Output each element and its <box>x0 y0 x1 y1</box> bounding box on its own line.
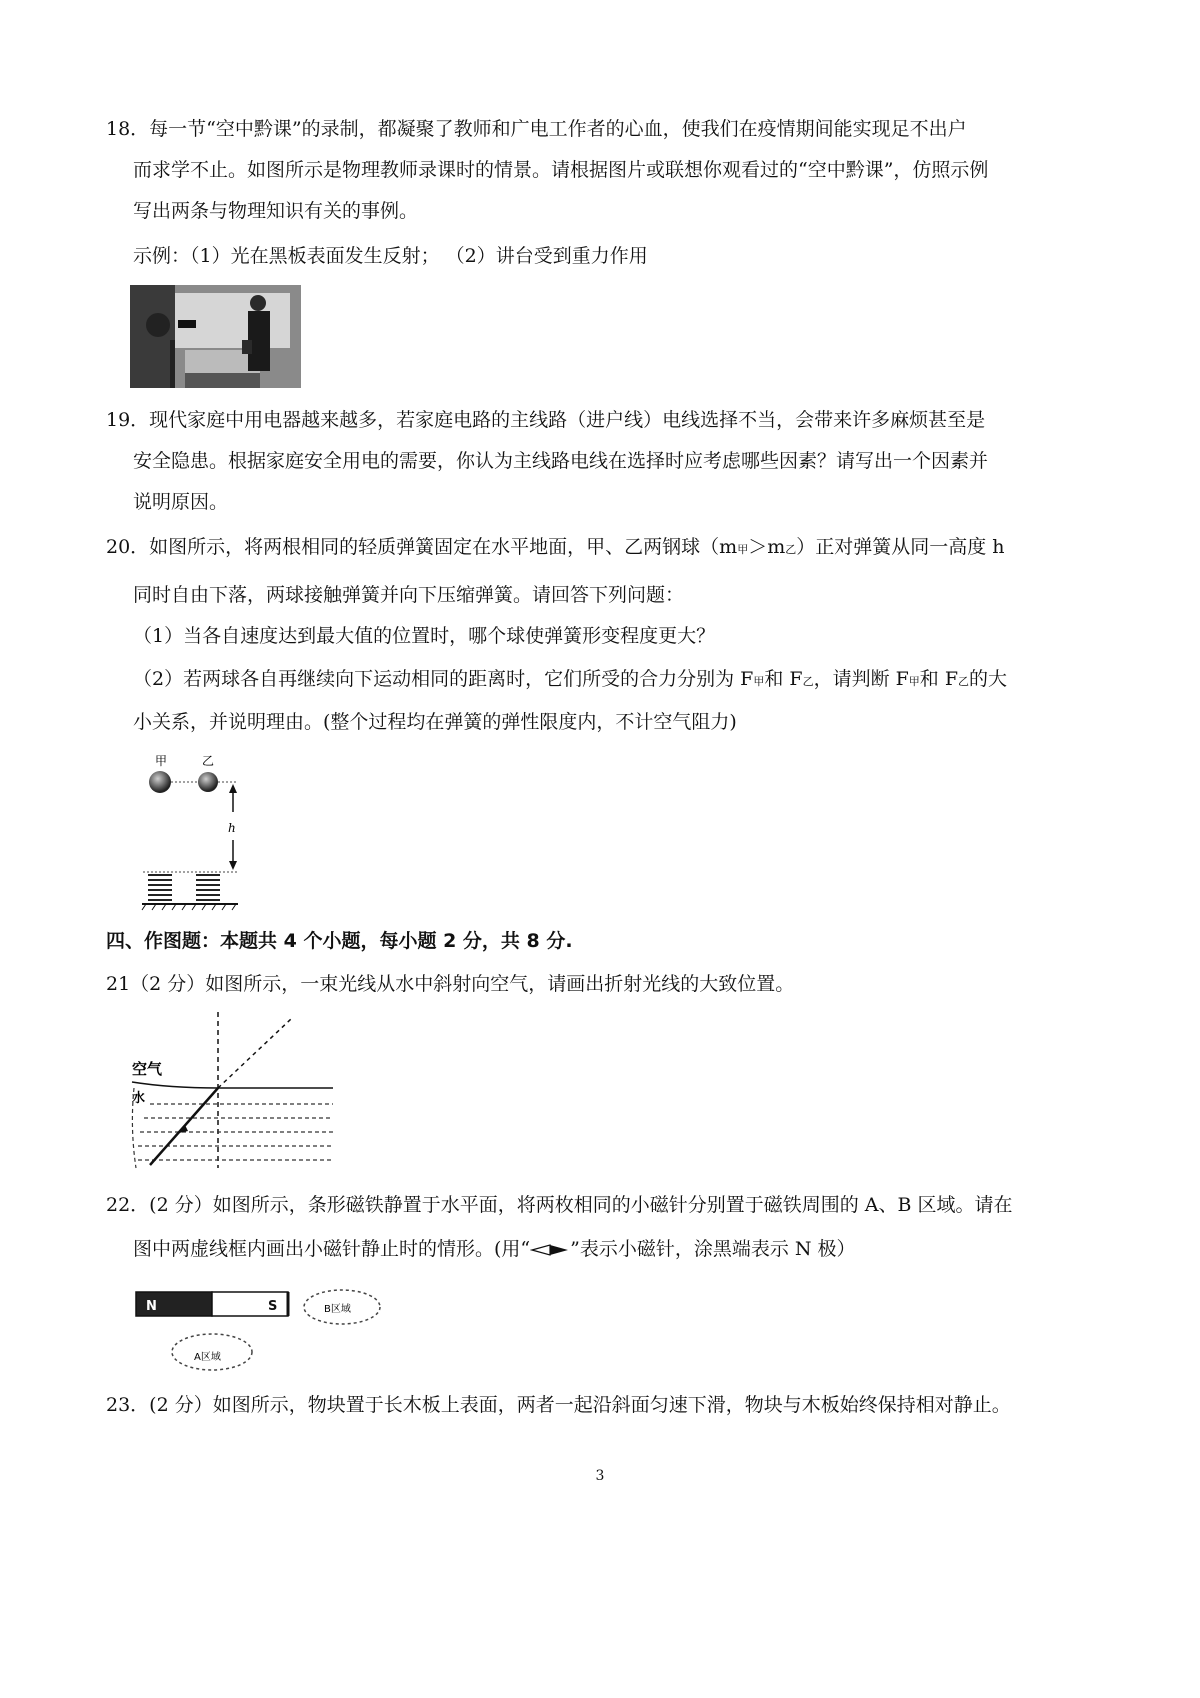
ball-yi <box>198 772 218 792</box>
q20-line-1b: ）正对弹簧从同一高度 h <box>796 536 1005 558</box>
label-jia: 甲 <box>155 754 168 768</box>
q22-line-2 <box>133 1240 856 1259</box>
q20-part-1: （1）当各自速度达到最大值的位置时，哪个球使弹簧形变程度更大？ <box>133 625 716 647</box>
q20-line-1 <box>106 538 1005 557</box>
label-yi: 乙 <box>202 754 215 768</box>
subscript-jia: 甲 <box>908 675 920 688</box>
q22-magnet-figure <box>132 1282 392 1378</box>
q22-line-1: 22．(2 分）如图所示，条形磁铁静置于水平面，将两枚相同的小磁针分别置于磁铁周围的 A、B 区域。请在 <box>106 1194 1013 1216</box>
spring-left <box>148 875 172 900</box>
subscript-yi: 乙 <box>958 675 970 688</box>
q19-line-1: 19．现代家庭中用电器越来越多，若家庭电路的主线路（进户线）电线选择不当，会带来许多麻烦甚至是 <box>106 409 986 431</box>
q19-line-2: 安全隐患。根据家庭安全用电的需要，你认为主线路电线在选择时应考虑哪些因素？请写出一个因素并 <box>133 450 989 472</box>
page-number: 3 <box>595 1468 605 1484</box>
gt-m: ＞m <box>748 536 786 558</box>
subscript-yi: 乙 <box>785 543 797 556</box>
compass-needle-icon <box>530 1243 570 1257</box>
q18-line-2: 而求学不止。如图所示是物理教师录课时的情景。请根据图片或联想你观看过的“空中黔课”，仿照示例 <box>133 159 989 181</box>
q20-springs-figure <box>138 752 248 912</box>
q20-line-1a: 20．如图所示，将两根相同的轻质弹簧固定在水平地面，甲、乙两钢球（m <box>106 536 738 558</box>
q20-part-2c: ，请判断 F <box>813 668 909 690</box>
water-surface <box>132 1082 333 1088</box>
q21-line-1: 21（2 分）如图所示，一束光线从水中斜射向空气，请画出折射光线的大致位置。 <box>106 973 795 995</box>
q22-line-2a: 图中两虚线框内画出小磁针静止时的情形。(用“ <box>133 1238 531 1260</box>
q20-part-2d: 和 F <box>919 668 959 690</box>
subscript-jia: 甲 <box>753 675 765 688</box>
label-n: N <box>146 1299 157 1314</box>
q20-part-2e: 的大 <box>969 668 1008 690</box>
q18-line-1: 18．每一节“空中黔课”的录制，都凝聚了教师和广电工作者的心血，使我们在疫情期间能实现足不出户 <box>106 118 967 140</box>
subscript-jia: 甲 <box>737 543 749 556</box>
q20-part-2a: （2）若两球各自再继续向下运动相同的距离时，它们所受的合力分别为 F <box>133 668 754 690</box>
label-h: h <box>228 821 236 835</box>
dashed-extension-ray <box>218 1018 292 1088</box>
label-b-region: B区域 <box>324 1304 351 1315</box>
subscript-yi: 乙 <box>802 675 814 688</box>
spring-right <box>196 875 220 900</box>
q18-line-3: 写出两条与物理知识有关的事例。 <box>133 200 419 222</box>
q23-line-1: 23．(2 分）如图所示，物块置于长木板上表面，两者一起沿斜面匀速下滑，物块与木板始终保持相对静止。 <box>106 1394 1011 1416</box>
q21-refraction-figure <box>130 1010 340 1170</box>
arrow-up-icon <box>229 784 237 793</box>
q18-example: 示例：（1）光在黑板表面发生反射； （2）讲台受到重力作用 <box>133 245 648 267</box>
q18-classroom-photo <box>130 285 301 388</box>
label-s: S <box>268 1299 278 1314</box>
arrow-down-icon <box>229 861 237 870</box>
q20-part-2b: 和 F <box>764 668 803 690</box>
q20-part-2 <box>133 670 1007 689</box>
water-hatch <box>132 1088 333 1168</box>
section-heading: 四、作图题：本题共 4 个小题，每小题 2 分，共 8 分. <box>106 930 573 952</box>
label-a-region: A区域 <box>194 1352 221 1363</box>
label-water: 水 <box>132 1091 146 1106</box>
q22-line-2b: ”表示小磁针，涂黑端表示 N 极） <box>570 1238 856 1260</box>
label-air: 空气 <box>132 1060 163 1078</box>
q20-line-5: 小关系，并说明理由。(整个过程均在弹簧的弹性限度内，不计空气阻力) <box>133 711 737 733</box>
q20-line-2: 同时自由下落，两球接触弹簧并向下压缩弹簧。请回答下列问题： <box>133 584 685 606</box>
ball-jia <box>149 771 171 793</box>
q19-line-3: 说明原因。 <box>133 491 229 513</box>
